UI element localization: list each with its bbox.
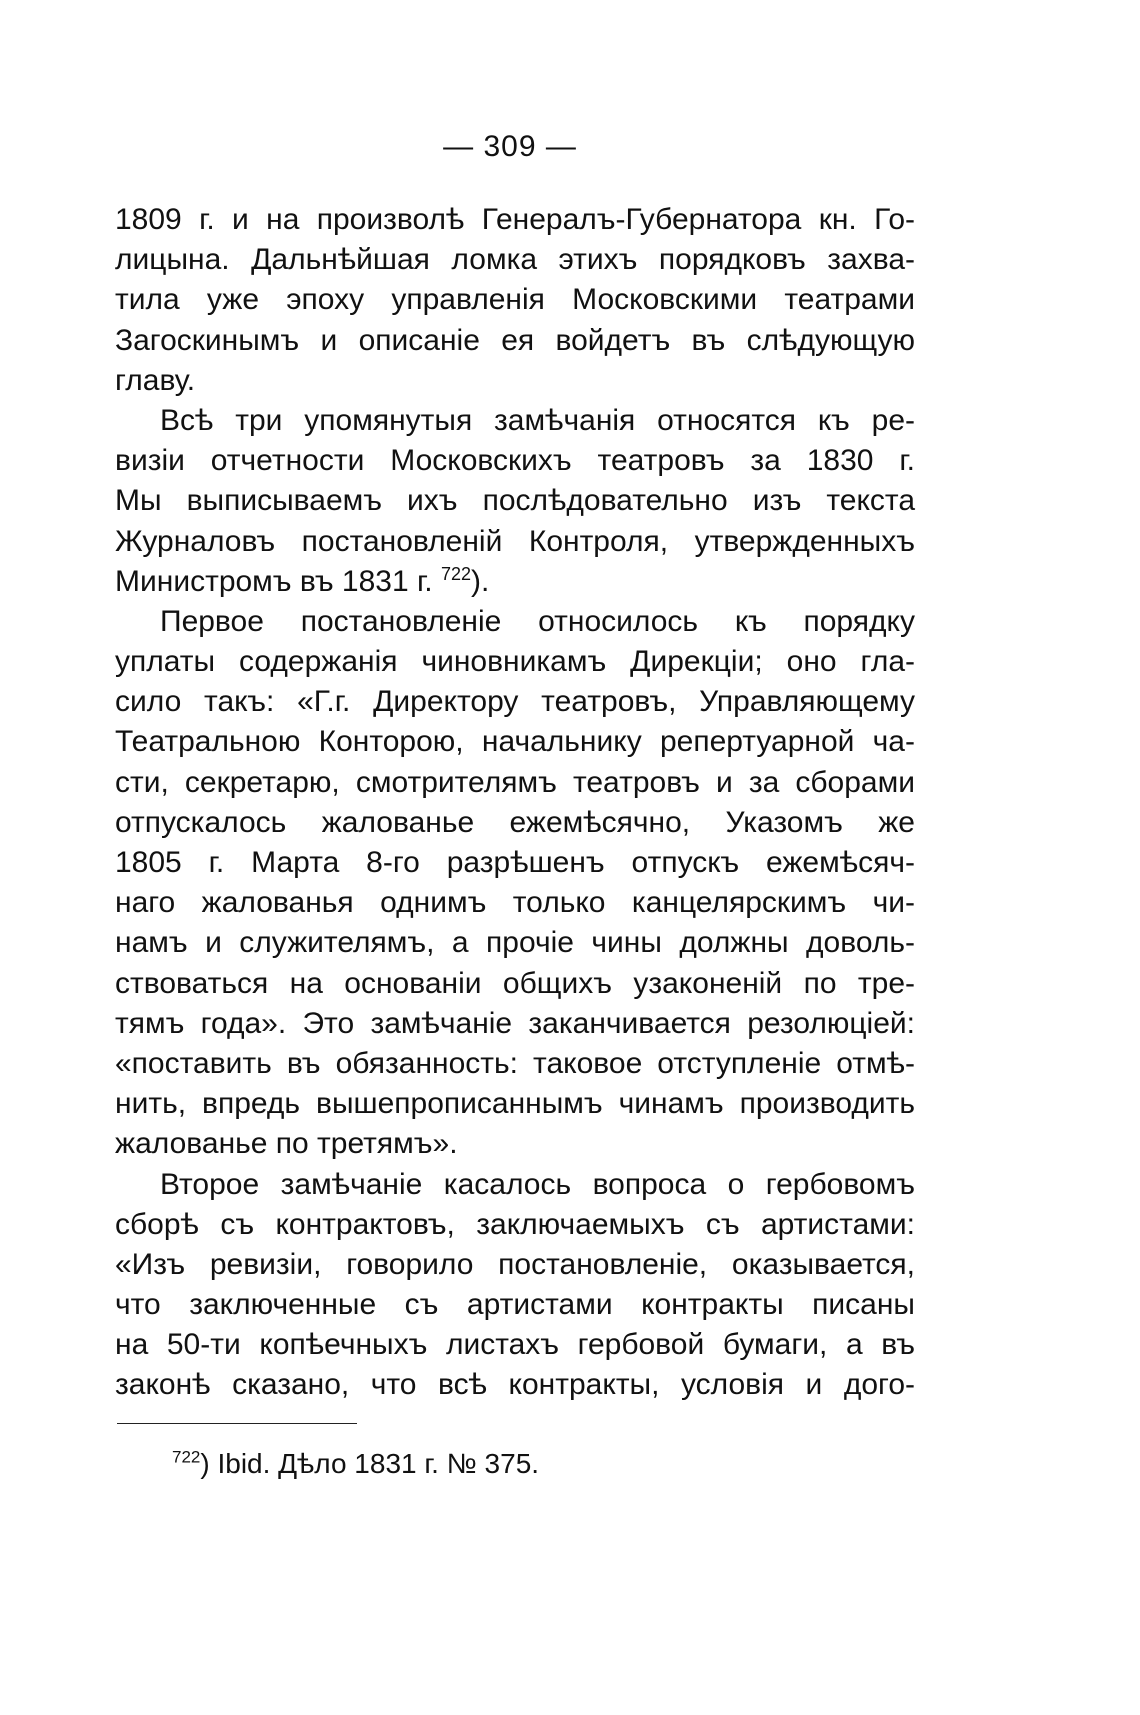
text-line: Мы выписываемъ ихъ послѣдовательно изъ текста: [115, 484, 915, 518]
text-line: тямъ года». Это замѣчаніе заканчивается резолюціей:: [115, 1006, 915, 1040]
text-line: Второе замѣчаніе касалось вопроса о гербовомъ: [160, 1167, 915, 1201]
footnote: [172, 1447, 539, 1481]
text-line: что заключенные съ артистами контракты писаны: [115, 1288, 915, 1322]
text-line: главу.: [115, 363, 196, 397]
text-line: отпускалось жалованье ежемѣсячно, Указомъ же: [115, 805, 915, 839]
text-line: 1809 г. и на произволѣ Генералъ-Губернатора кн. Го-: [115, 203, 915, 236]
text-line: лицына. Дальнѣйшая ломка этихъ порядковъ захва-: [115, 243, 915, 277]
text-line: Загоскинымъ и описаніе ея войдетъ въ слѣдующую: [115, 323, 915, 357]
text-line: сборѣ съ контрактовъ, заключаемыхъ съ артистами:: [115, 1207, 915, 1241]
text-line: ствоваться на основаніи общихъ узаконеній по тре-: [115, 966, 915, 1000]
body-text: [115, 200, 915, 1406]
text-line: Всѣ три упомянутыя замѣчанія относятся къ ре-: [160, 403, 915, 437]
text-line: Театральною Конторою, начальнику репертуарной ча-: [115, 725, 915, 759]
text-line: сило такъ: «Г.г. Директору театровъ, Управляющему: [115, 685, 915, 719]
text-line: жалованье по третямъ».: [115, 1127, 458, 1161]
text-line: Журналовъ постановленій Контроля, утвержденныхъ: [115, 524, 915, 558]
footnote-text: ) Ibid. Дѣло 1831 г. № 375.: [200, 1448, 540, 1479]
text-line: наго жалованья однимъ только канцелярскимъ чи-: [115, 886, 915, 920]
text-line: уплаты содержанія чиновникамъ Дирекціи; оно гла-: [115, 645, 915, 679]
paragraph-4: [115, 1165, 915, 1406]
footnote-reference[interactable]: 722: [440, 563, 471, 584]
text-segment: Министромъ въ 1831 г.: [115, 564, 433, 598]
text-line: законѣ сказано, что всѣ контракты, условія и дого-: [115, 1368, 915, 1402]
text-line: «Изъ ревизіи, говорило постановленіе, оказывается,: [115, 1247, 915, 1281]
page-number: — 309 —: [443, 130, 577, 163]
paragraph-1: [115, 200, 915, 401]
paragraph-3: [115, 602, 915, 1165]
text-line: намъ и служителямъ, а прочіе чины должны доволь-: [115, 926, 915, 960]
footnote-marker: 722: [172, 1447, 201, 1467]
text-line: сти, секретарю, смотрителямъ театровъ и за сборами: [115, 765, 915, 799]
text-segment: ).: [471, 564, 490, 598]
text-line: «поставить въ обязанность: таковое отступленіе отмѣ-: [115, 1046, 915, 1080]
text-line: визіи отчетности Московскихъ театровъ за 1830 г.: [115, 444, 915, 478]
text-line-with-footnote-ref: [115, 562, 915, 602]
text-line: тила уже эпоху управленія Московскими театрами: [115, 283, 915, 317]
text-line: на 50-ти копѣечныхъ листахъ гербовой бумаги, а въ: [115, 1328, 915, 1362]
paragraph-2: [115, 401, 915, 602]
footnote-divider: [117, 1423, 357, 1424]
text-line: 1805 г. Марта 8-го разрѣшенъ отпускъ ежемѣсяч-: [115, 846, 915, 879]
text-line: нить, впредь вышепрописаннымъ чинамъ производить: [115, 1087, 915, 1121]
text-line: Первое постановленіе относилось къ порядку: [160, 604, 915, 638]
